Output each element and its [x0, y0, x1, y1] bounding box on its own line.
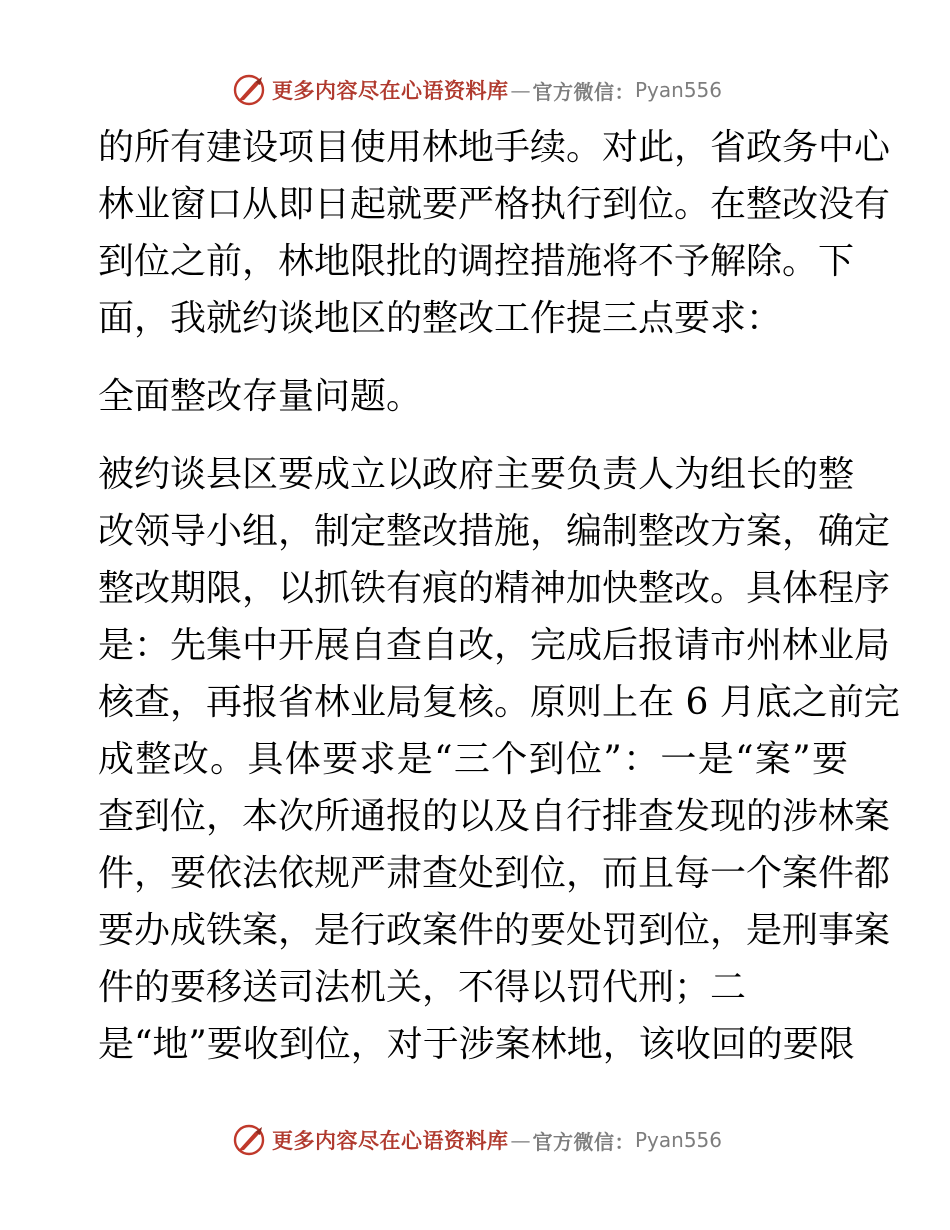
text-line-12: 查到位，本次所通报的以及自行排查发现的涉林案	[98, 796, 891, 837]
watermark-wechat-id: Pyan556	[635, 78, 723, 102]
text-line-11: 成整改。具体要求是“三个到位”：一是“案”要	[98, 739, 848, 780]
text-line-1: 的所有建设项目使用林地手续。对此，省政务中心	[98, 127, 891, 168]
text-line-3: 到位之前，林地限批的调控措施将不予解除。下	[98, 241, 855, 282]
quill-logo-icon	[232, 1123, 266, 1157]
watermark-separator: —	[510, 78, 531, 102]
text-line-16: 是“地”要收到位，对于涉案林地，该收回的要限	[98, 1024, 855, 1065]
text-line-4: 面，我就约谈地区的整改工作提三点要求：	[98, 298, 783, 339]
watermark-separator: —	[510, 1128, 531, 1152]
text-line-2: 林业窗口从即日起就要严格执行到位。在整改没有	[98, 184, 891, 225]
watermark-label: 官方微信：	[532, 1129, 635, 1154]
text-line-15: 件的要移送司法机关，不得以罚代刑；二	[98, 967, 747, 1008]
text-line-10: 核查，再报省林业局复核。原则上在 6 月底之前完	[98, 682, 900, 723]
text-line-6: 被约谈县区要成立以政府主要负责人为组长的整	[98, 454, 855, 495]
text-line-13: 件，要依法依规严肃查处到位，而且每一个案件都	[98, 853, 891, 894]
header-watermark	[232, 72, 732, 108]
quill-logo-icon	[232, 73, 266, 107]
footer-watermark	[232, 1122, 732, 1158]
text-line-7: 改领导小组，制定整改措施，编制整改方案，确定	[98, 511, 891, 552]
text-line-14: 要办成铁案，是行政案件的要处罚到位，是刑事案	[98, 910, 891, 951]
text-line-8: 整改期限，以抓铁有痕的精神加快整改。具体程序	[98, 568, 891, 609]
watermark-brand-text: 更多内容尽在心语资料库	[272, 1128, 509, 1153]
watermark-wechat-id: Pyan556	[635, 1128, 723, 1152]
watermark-brand-text: 更多内容尽在心语资料库	[272, 78, 509, 103]
section-heading: 全面整改存量问题。	[98, 376, 423, 417]
text-line-9: 是：先集中开展自查自改，完成后报请市州林业局	[98, 625, 891, 666]
watermark-label: 官方微信：	[532, 79, 635, 104]
